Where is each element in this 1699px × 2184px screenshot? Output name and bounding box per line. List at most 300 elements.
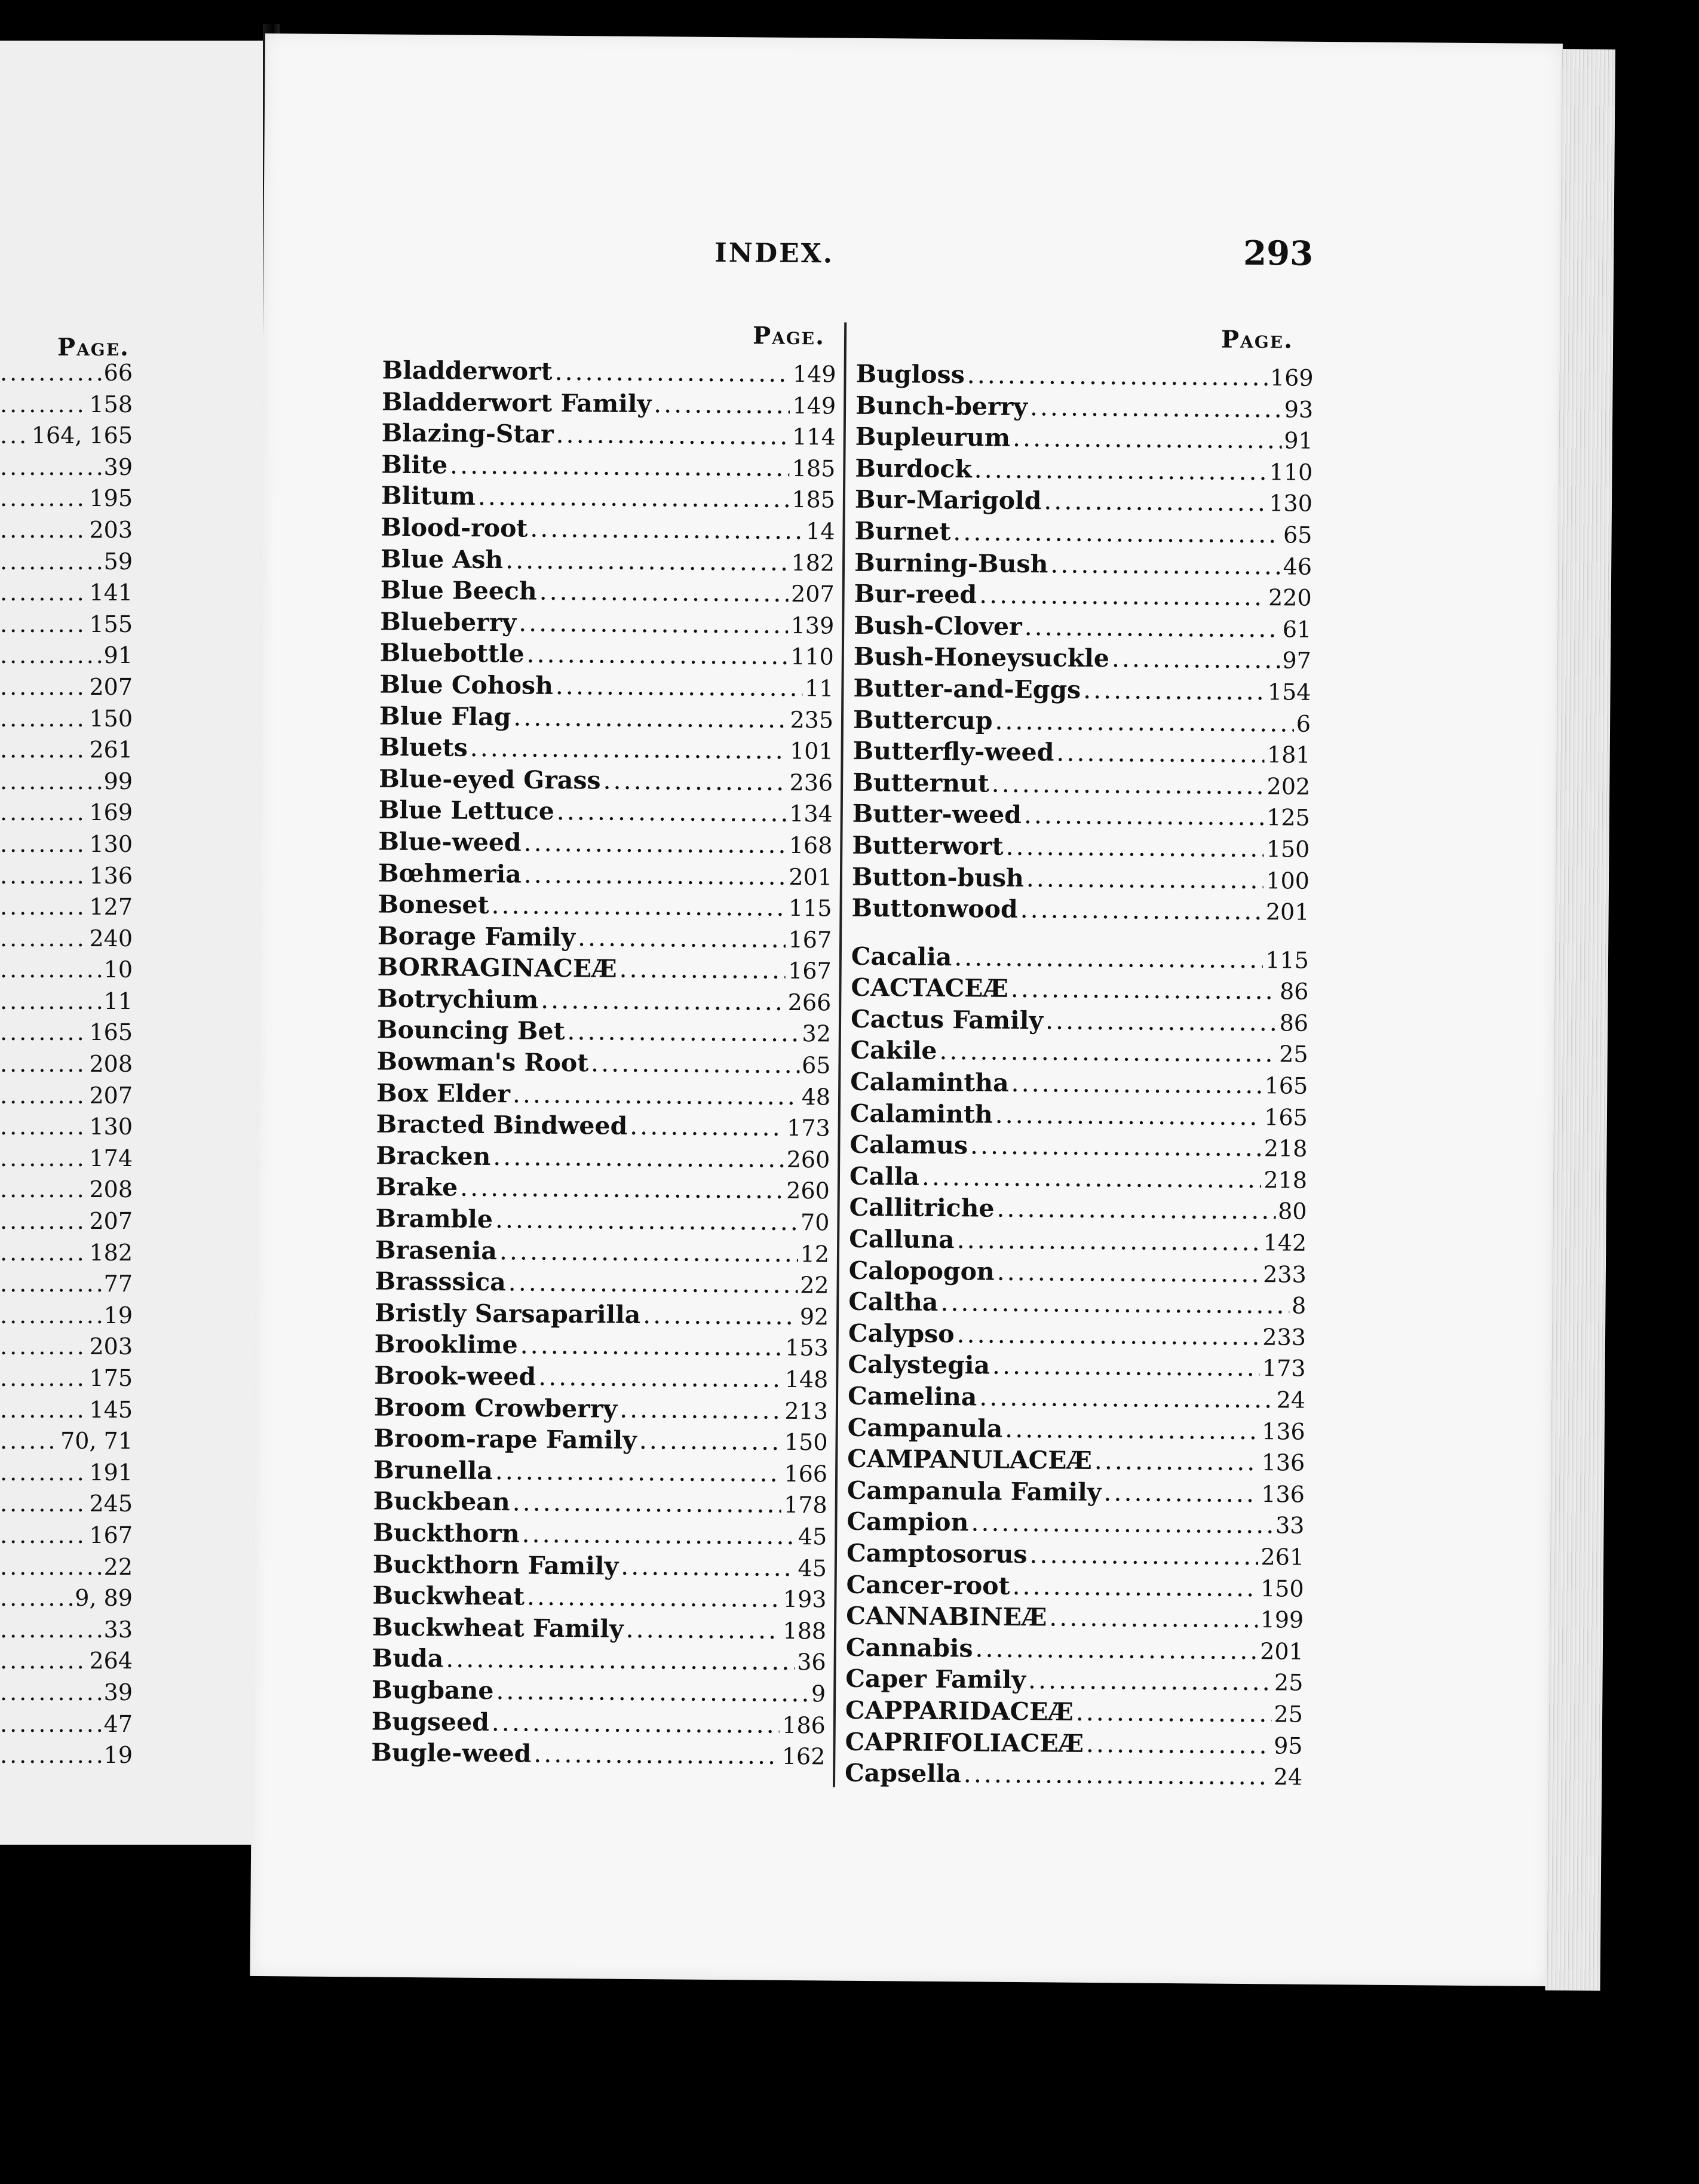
entry-name: CAPPARIDACEÆ — [845, 1695, 1074, 1726]
dot-leader — [1024, 799, 1265, 833]
entry-page: 174 — [89, 1145, 133, 1171]
dot-leader — [1050, 548, 1281, 582]
entry-page: 32 — [802, 1020, 832, 1047]
dot-leader — [0, 1017, 87, 1048]
entry-page: 22 — [103, 1553, 133, 1580]
entry-page: 8 — [1291, 1292, 1307, 1319]
dot-leader — [0, 1582, 72, 1614]
dot-leader — [0, 640, 102, 671]
entry-page: 45 — [798, 1523, 827, 1550]
index-entry — [379, 732, 833, 767]
entry-page: 136 — [1261, 1480, 1305, 1508]
index-entry — [379, 700, 833, 735]
index-entry — [376, 1171, 830, 1207]
entry-page: 66 — [103, 360, 133, 386]
entry-page: 168 — [789, 832, 833, 859]
dot-leader — [979, 1381, 1274, 1415]
index-column-left — [371, 355, 836, 1772]
entry-page: 208 — [89, 1051, 133, 1078]
entry-page: 110 — [790, 643, 835, 670]
index-entry — [846, 1569, 1304, 1604]
entry-page: 33 — [103, 1616, 133, 1643]
index-entry — [845, 1663, 1303, 1698]
dot-leader — [508, 1266, 798, 1300]
entry-page: 139 — [790, 612, 835, 639]
entry-page: 175 — [89, 1365, 133, 1391]
index-entry — [0, 1331, 133, 1363]
index-entry — [380, 606, 834, 641]
entry-page: 167 — [89, 1522, 133, 1548]
entry-page: 11 — [103, 987, 133, 1014]
entry-page: 100 — [1266, 867, 1310, 894]
entry-name: Camelina — [847, 1381, 977, 1412]
entry-name: Calamintha — [850, 1067, 1009, 1097]
entry-page: 218 — [1263, 1167, 1308, 1194]
index-entry — [0, 891, 133, 923]
entry-name: Bracted Bindweed — [376, 1109, 628, 1141]
entry-page: 218 — [1263, 1135, 1308, 1162]
entry-page: 6 — [1296, 710, 1311, 737]
entry-name: Box Elder — [376, 1078, 511, 1108]
entry-name: Blitum — [381, 481, 476, 511]
dot-leader — [0, 389, 87, 421]
entry-page: 19 — [103, 1742, 133, 1769]
entry-name: Bunch-berry — [855, 391, 1028, 421]
index-entry — [850, 1129, 1307, 1164]
index-entry — [0, 1394, 133, 1426]
dot-leader — [1012, 1570, 1258, 1603]
index-entry — [0, 797, 133, 829]
entry-page: 164, 165 — [31, 422, 133, 449]
index-entry — [0, 420, 133, 452]
index-entry — [371, 1737, 825, 1772]
index-entry — [847, 1475, 1305, 1510]
index-entry — [373, 1517, 827, 1552]
entry-name: Brasenia — [375, 1235, 498, 1265]
entry-page: 207 — [89, 1082, 133, 1109]
entry-name: Butter-weed — [852, 799, 1022, 830]
entry-name: Blue Flag — [379, 701, 511, 731]
dot-leader — [520, 1330, 783, 1363]
dot-leader — [446, 1643, 795, 1677]
entry-name: Blue Lettuce — [378, 795, 555, 826]
entry-name: Buckbean — [373, 1486, 510, 1517]
entry-page: 261 — [89, 737, 133, 763]
dot-leader — [578, 922, 786, 955]
entry-name: Campion — [847, 1507, 969, 1537]
index-entry — [0, 766, 133, 797]
dot-leader — [527, 1581, 781, 1615]
entry-page: 45 — [798, 1554, 827, 1582]
dot-leader — [1076, 1697, 1272, 1729]
index-entry — [373, 1548, 827, 1584]
entry-page: 145 — [89, 1396, 133, 1423]
index-entry — [854, 641, 1311, 676]
dot-leader — [975, 1633, 1258, 1666]
dot-leader — [1013, 422, 1282, 456]
index-entry — [855, 484, 1312, 519]
dot-leader — [505, 544, 789, 578]
index-entry — [0, 1488, 133, 1520]
index-entry — [374, 1391, 828, 1427]
dot-leader — [1094, 1445, 1259, 1478]
dot-leader — [974, 453, 1267, 487]
index-entry — [375, 1234, 829, 1269]
entry-page: 39 — [103, 453, 133, 480]
dot-leader — [0, 671, 87, 703]
entry-name: Buda — [372, 1643, 444, 1673]
entry-name: Bugbane — [372, 1675, 494, 1706]
entry-name: Brooklime — [374, 1329, 518, 1360]
entry-page: 233 — [1263, 1260, 1307, 1288]
index-entry — [855, 358, 1313, 394]
index-entry — [848, 1349, 1305, 1384]
dot-leader — [0, 483, 87, 514]
index-entry — [0, 1048, 133, 1080]
dot-leader — [0, 703, 87, 735]
dot-leader — [524, 858, 787, 892]
dot-leader — [0, 1300, 102, 1332]
dot-leader — [557, 796, 787, 829]
dot-leader — [940, 1287, 1289, 1321]
index-entry — [846, 1631, 1304, 1667]
dot-leader — [654, 388, 790, 421]
dot-leader — [0, 954, 102, 986]
entry-name: Bramble — [375, 1204, 493, 1234]
dot-leader — [0, 577, 87, 609]
dot-leader — [995, 705, 1294, 739]
index-entry — [0, 703, 133, 735]
entry-page: 33 — [1275, 1512, 1305, 1539]
index-entry — [849, 1192, 1307, 1227]
index-entry — [380, 637, 834, 673]
index-entry — [0, 1017, 133, 1048]
index-entry — [0, 1520, 133, 1551]
entry-page: 186 — [782, 1711, 826, 1738]
dot-leader — [625, 1614, 780, 1646]
index-entry — [375, 1203, 829, 1238]
entry-page: 154 — [1267, 679, 1311, 705]
dot-leader — [0, 1206, 87, 1237]
index-entry — [851, 940, 1309, 976]
dot-leader — [956, 1318, 1260, 1352]
entry-name: Bugloss — [855, 359, 965, 389]
index-entry — [376, 1140, 830, 1175]
dot-leader — [554, 356, 790, 389]
dot-leader — [492, 1707, 780, 1740]
dot-leader — [1045, 1005, 1277, 1038]
index-entry — [854, 610, 1311, 645]
index-entry — [853, 673, 1311, 708]
index-entry — [0, 1457, 133, 1489]
dot-leader — [591, 1047, 799, 1080]
entry-page: 245 — [89, 1490, 133, 1517]
entry-page: 193 — [783, 1586, 827, 1613]
entry-page: 191 — [89, 1459, 133, 1486]
dot-leader — [0, 860, 87, 892]
index-entry — [854, 516, 1312, 551]
index-entry — [372, 1674, 826, 1709]
entry-name: Bugseed — [371, 1707, 490, 1737]
entry-page: 91 — [1284, 427, 1313, 454]
dot-leader — [0, 1677, 102, 1708]
dot-leader — [1112, 643, 1280, 676]
entry-page: 11 — [804, 675, 834, 702]
index-entry — [376, 1046, 830, 1081]
entry-name: Bluebottle — [379, 638, 525, 668]
column-divider — [833, 323, 847, 1787]
dot-leader — [0, 1237, 87, 1269]
entry-name: Botrychium — [377, 984, 539, 1014]
entry-page: 264 — [89, 1648, 133, 1674]
index-entry — [849, 1223, 1307, 1259]
entry-name: Capsella — [844, 1758, 962, 1789]
dot-leader — [603, 765, 787, 797]
dot-leader — [450, 449, 790, 483]
index-entry — [373, 1454, 827, 1489]
index-entry — [0, 1551, 133, 1583]
dot-leader — [995, 1099, 1262, 1132]
index-entry — [382, 386, 836, 421]
entry-name: Bracken — [376, 1141, 491, 1171]
dot-leader — [1056, 737, 1265, 770]
dot-leader — [495, 1204, 798, 1238]
index-entry — [0, 609, 133, 640]
entry-page: 149 — [792, 360, 836, 388]
index-entry — [0, 1614, 133, 1646]
dot-leader — [567, 1016, 799, 1049]
entry-name: CACTACEÆ — [851, 973, 1009, 1004]
entry-name: Calopogon — [848, 1256, 995, 1286]
entry-page: 185 — [792, 486, 836, 513]
dot-leader — [0, 1551, 102, 1583]
dot-leader — [0, 1614, 102, 1646]
index-entry — [852, 735, 1310, 771]
entry-name: Butternut — [852, 768, 989, 798]
dot-leader — [493, 1141, 784, 1174]
index-entry — [375, 1297, 829, 1332]
entry-page: 125 — [1266, 804, 1310, 832]
entry-name: Buckthorn — [373, 1518, 520, 1548]
dot-leader — [0, 1111, 87, 1143]
index-entry — [848, 1318, 1306, 1353]
facing-page-page-numbers — [0, 357, 133, 1771]
page-number: 293 — [1243, 233, 1314, 274]
entry-page: 233 — [1262, 1323, 1307, 1351]
entry-name: Butterfly-weed — [852, 736, 1054, 767]
entry-page: 14 — [805, 518, 835, 545]
entry-page: 86 — [1279, 978, 1309, 1005]
dot-leader — [0, 1048, 87, 1080]
dot-leader — [992, 1350, 1260, 1384]
index-entry — [0, 1677, 133, 1708]
entry-page: 97 — [1282, 647, 1311, 674]
entry-name: Buttonwood — [851, 893, 1018, 924]
index-entry — [855, 453, 1312, 488]
entry-name: Callitriche — [849, 1193, 995, 1223]
entry-page: 136 — [1261, 1418, 1305, 1445]
dot-leader — [996, 1193, 1275, 1226]
entry-name: Campanula Family — [847, 1476, 1102, 1507]
entry-name: Blazing-Star — [381, 418, 554, 449]
entry-page: 195 — [89, 485, 133, 512]
dot-leader — [519, 607, 789, 640]
entry-page: 25 — [1274, 1701, 1304, 1728]
entry-page: 150 — [1266, 836, 1310, 863]
entry-page: 260 — [786, 1177, 830, 1204]
dot-leader — [922, 1161, 1262, 1195]
dot-leader — [0, 829, 87, 860]
entry-page: 136 — [89, 862, 133, 889]
entry-page: 70, 71 — [60, 1428, 133, 1455]
index-column-right — [845, 358, 1314, 1793]
entry-page: 149 — [792, 392, 836, 419]
dot-leader — [513, 1078, 799, 1112]
entry-page: 150 — [89, 705, 133, 732]
dot-leader — [0, 1268, 102, 1300]
entry-name: Blue Cohosh — [379, 670, 554, 700]
index-entry — [848, 1381, 1305, 1416]
dot-leader — [953, 516, 1281, 550]
entry-name: Blue-eyed Grass — [379, 764, 601, 795]
dot-leader — [0, 1740, 102, 1771]
dot-leader — [1103, 1477, 1259, 1510]
entry-name: BORRAGINACEÆ — [377, 952, 617, 983]
dot-leader — [0, 1331, 87, 1363]
entry-page: 130 — [89, 830, 133, 857]
entry-name: Brook-weed — [374, 1361, 536, 1391]
dot-leader — [0, 452, 102, 483]
index-entry — [848, 1286, 1306, 1321]
entry-page: 185 — [792, 455, 836, 482]
index-entry — [850, 1035, 1308, 1070]
index-entry — [0, 986, 133, 1017]
entry-page: 22 — [800, 1272, 829, 1299]
dot-leader — [0, 734, 87, 766]
right-column-label: Page. — [1220, 325, 1294, 354]
index-entry — [855, 389, 1313, 425]
index-entry — [0, 1582, 133, 1614]
dot-leader — [0, 986, 102, 1017]
index-entry — [851, 1004, 1308, 1039]
entry-page: 93 — [1284, 396, 1314, 423]
dot-leader — [1005, 1413, 1259, 1446]
dot-leader — [541, 984, 786, 1018]
dot-leader — [0, 797, 87, 829]
entry-name: Blite — [381, 450, 448, 480]
index-entry — [847, 1443, 1305, 1479]
entry-name: Burnet — [854, 516, 951, 547]
dot-leader — [0, 1143, 87, 1174]
entry-page: 203 — [89, 516, 133, 543]
entry-page: 10 — [103, 956, 133, 983]
entry-name: Brasssica — [375, 1266, 506, 1297]
index-entry — [381, 480, 835, 516]
dot-leader — [0, 420, 29, 452]
index-entry — [0, 1080, 133, 1112]
index-entry — [845, 1757, 1302, 1793]
entry-name: Blood-root — [381, 513, 528, 543]
index-entry — [378, 920, 832, 955]
index-entry — [0, 1206, 133, 1237]
dot-leader — [0, 609, 87, 640]
index-entry — [378, 857, 832, 892]
index-entry — [852, 766, 1310, 802]
entry-page: 110 — [1269, 459, 1313, 486]
index-entry — [0, 1237, 133, 1269]
dot-leader — [1020, 894, 1263, 927]
entry-name: Blue-weed — [378, 827, 522, 857]
entry-page: 95 — [1274, 1732, 1303, 1759]
dot-leader — [1011, 1068, 1262, 1101]
index-entry — [851, 892, 1309, 928]
index-entry — [0, 923, 133, 955]
dot-leader — [979, 579, 1266, 613]
entry-name: Campanula — [847, 1413, 1003, 1443]
index-entry — [381, 449, 835, 484]
entry-name: Butterwort — [852, 830, 1004, 861]
index-entry — [382, 418, 836, 453]
entry-page: 208 — [89, 1176, 133, 1203]
entry-page: 70 — [800, 1209, 830, 1236]
index-entry — [854, 578, 1311, 614]
entry-name: Calamus — [850, 1130, 968, 1160]
entry-page: 162 — [781, 1743, 826, 1770]
dot-leader — [0, 891, 87, 923]
entry-name: Cancer-root — [846, 1570, 1010, 1600]
index-entry — [380, 575, 834, 610]
index-entry — [846, 1600, 1304, 1636]
dot-leader — [619, 953, 786, 986]
entry-page: 236 — [789, 769, 833, 796]
entry-name: Broom-rape Family — [373, 1424, 637, 1455]
dot-leader — [997, 1256, 1261, 1289]
entry-name: Buckwheat — [372, 1581, 525, 1611]
dot-leader — [0, 923, 87, 955]
dot-leader — [491, 889, 786, 923]
entry-page: 101 — [789, 738, 833, 765]
entry-page: 47 — [103, 1710, 133, 1737]
index-entry — [379, 795, 833, 830]
entry-name: Brunella — [373, 1455, 493, 1485]
index-entry — [0, 577, 133, 609]
entry-page: 166 — [784, 1460, 828, 1487]
entry-page: 240 — [89, 925, 133, 952]
dot-leader — [621, 1550, 796, 1583]
entry-page: 165 — [1264, 1103, 1308, 1131]
index-entry — [372, 1706, 826, 1741]
entry-page: 201 — [789, 863, 833, 890]
index-entry — [0, 1174, 133, 1206]
dot-leader — [0, 1394, 87, 1426]
index-entry — [0, 1268, 133, 1300]
dot-leader — [1024, 611, 1280, 645]
index-entry — [374, 1360, 828, 1395]
dot-leader — [478, 481, 790, 515]
dot-leader — [460, 1172, 784, 1206]
entry-name: Calypso — [848, 1318, 955, 1348]
index-entry — [0, 734, 133, 766]
index-entry — [852, 830, 1309, 865]
dot-leader — [0, 766, 102, 797]
entry-page: 25 — [1274, 1669, 1304, 1697]
entry-page: 203 — [89, 1333, 133, 1360]
dot-leader — [620, 1393, 783, 1426]
index-entry — [377, 1014, 831, 1050]
entry-page: 201 — [1265, 898, 1309, 925]
index-entry — [0, 860, 133, 892]
index-entry — [850, 1097, 1308, 1133]
